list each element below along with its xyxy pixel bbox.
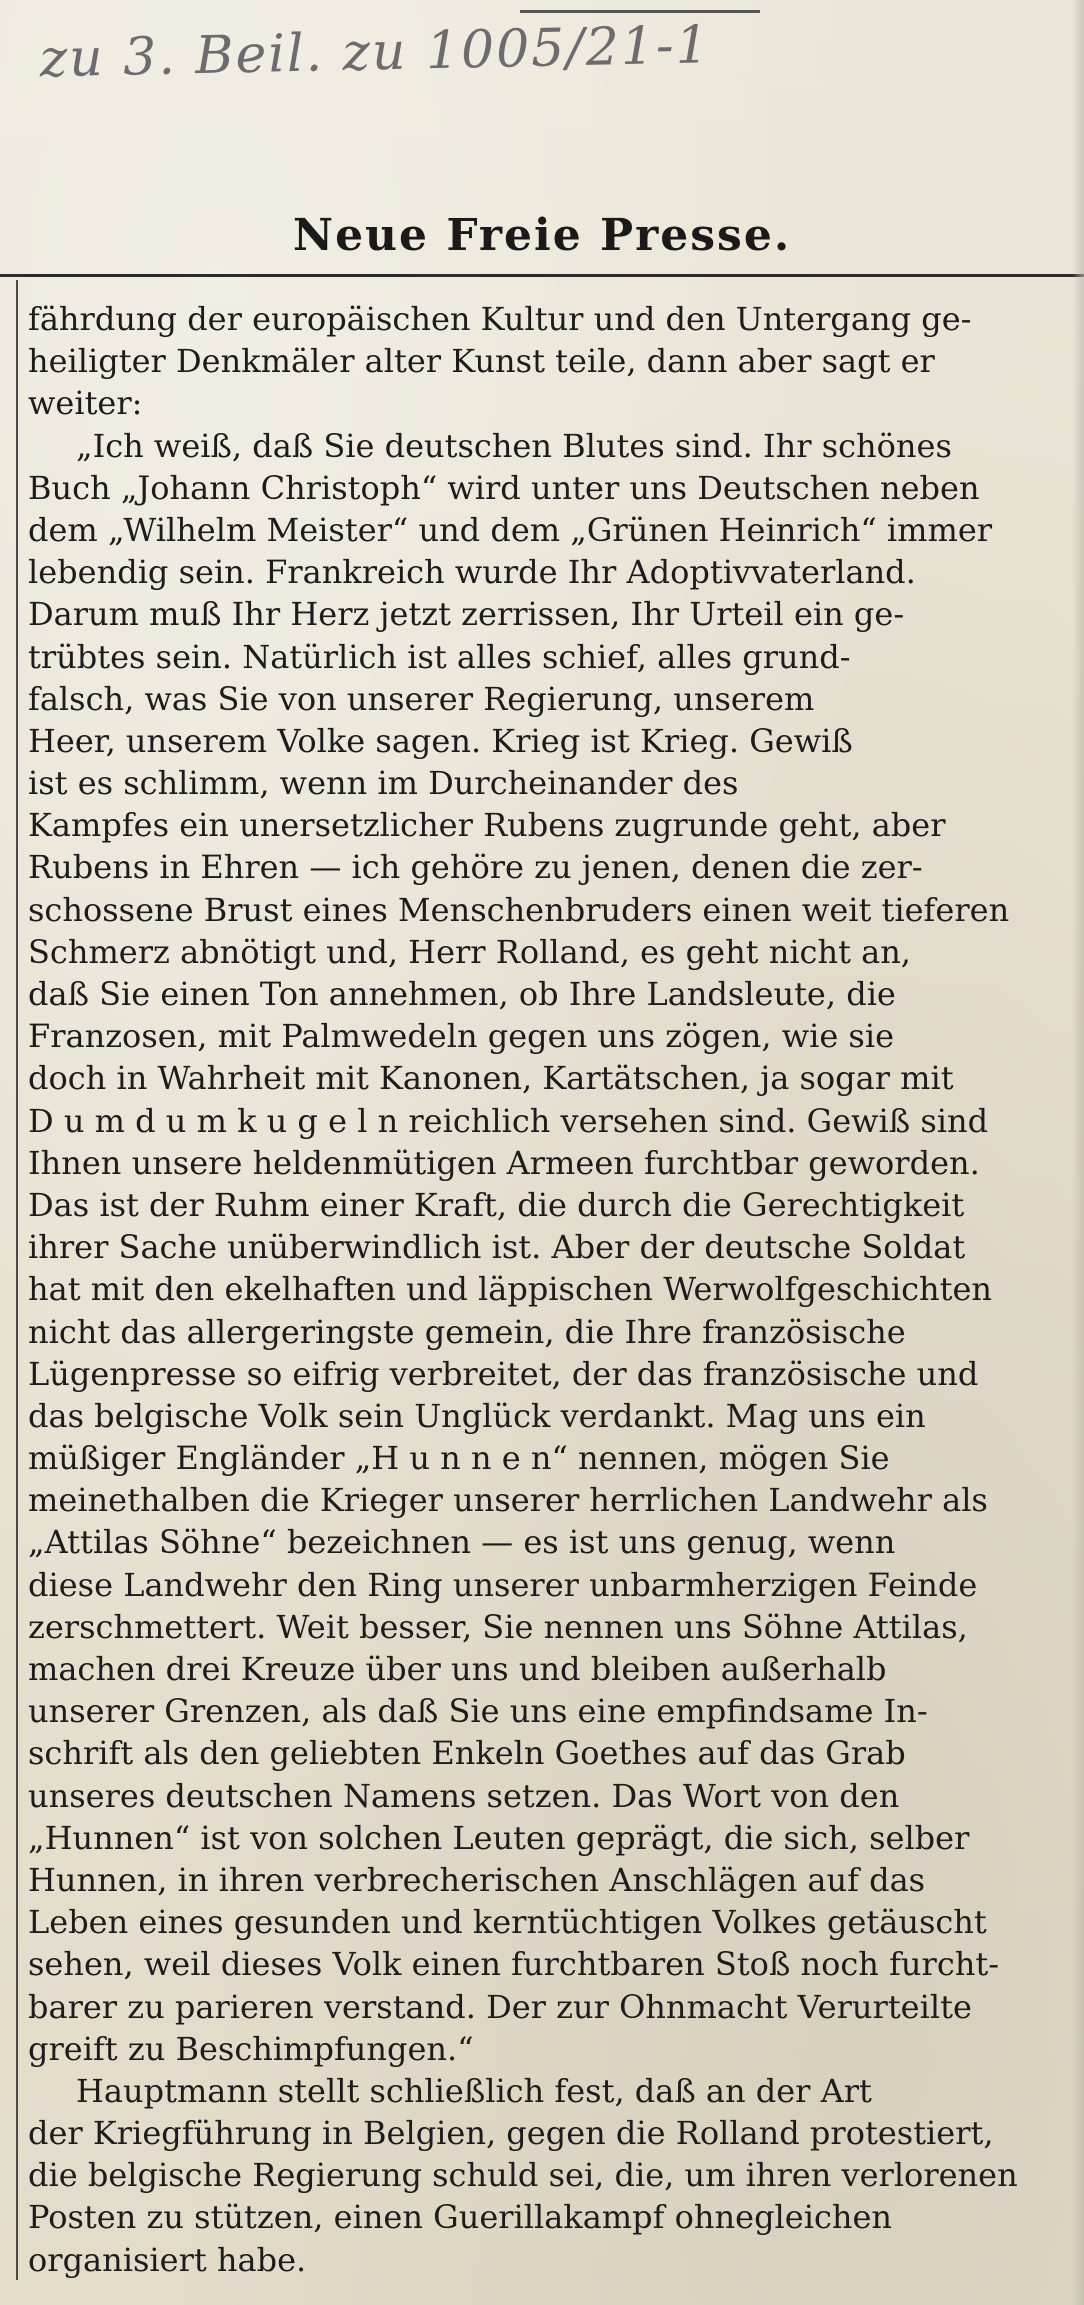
archive-handwritten-note: zu 3. Beil. zu 1005/21-1 xyxy=(39,15,712,90)
article-line: müßiger Engländer „H u n n e n“ nennen, mögen Sie xyxy=(28,1439,890,1478)
article-line: Ihnen unsere heldenmütigen Armeen furchtbar geworden. xyxy=(28,1143,980,1182)
article-line: Posten zu stützen, einen Guerillakampf ohnegleichen xyxy=(28,2198,893,2237)
article-line: „Ich weiß, daß Sie deutschen Blutes sind. Ihr schönes xyxy=(76,426,952,465)
column-rule xyxy=(16,280,18,2280)
article-line: Hunnen, in ihren verbrecherischen Anschlägen auf das xyxy=(28,1860,926,1899)
article-line: nicht das allergeringste gemein, die Ihre französische xyxy=(28,1312,906,1351)
article-line: daß Sie einen Ton annehmen, ob Ihre Landsleute, die xyxy=(28,975,896,1013)
article-line: Buch „Johann Christoph“ wird unter uns Deutschen neben xyxy=(28,468,980,507)
article-line: Rubens in Ehren — ich gehöre zu jenen, denen die zer- xyxy=(28,848,923,887)
article-line: weiter: xyxy=(28,384,143,423)
article-line: meinethalben die Krieger unserer herrlichen Landwehr als xyxy=(28,1481,988,1520)
article-line: Franzosen, mit Palmwedeln gegen uns zögen, wie sie xyxy=(28,1017,895,1056)
article-line: unseres deutschen Namens setzen. Das Wort von den xyxy=(28,1776,900,1815)
article-line: ist es schlimm, wenn im Durcheinander des xyxy=(28,764,739,803)
article-line: Hauptmann stellt schließlich fest, daß an der Art xyxy=(76,2071,872,2110)
article-line: fährdung der europäischen Kultur und den Untergang ge- xyxy=(28,300,972,338)
article-line: dem „Wilhelm Meister“ und dem „Grünen Heinrich“ immer xyxy=(28,510,993,549)
article-line: sehen, weil dieses Volk einen furchtbaren Stoß noch furcht- xyxy=(28,1945,1000,1984)
article-line: greift zu Beschimpfungen.“ xyxy=(28,2029,474,2068)
article-line: unserer Grenzen, als daß Sie uns eine empfindsame In- xyxy=(28,1692,928,1731)
article-line: lebendig sein. Frankreich wurde Ihr Adoptivvaterland. xyxy=(28,553,916,592)
article-line: diese Landwehr den Ring unserer unbarmherzigen Feinde xyxy=(28,1565,978,1604)
article-line: barer zu parieren verstand. Der zur Ohnmacht Verurteilte xyxy=(28,1987,972,2026)
article-line: doch in Wahrheit mit Kanonen, Kartätschen, ja sogar mit xyxy=(28,1059,954,1098)
paper-edge xyxy=(1072,0,1084,2305)
article-line: hat mit den ekelhaften und läppischen Werwolfgeschichten xyxy=(28,1270,992,1309)
article-line: die belgische Regierung schuld sei, die, um ihren verlorenen xyxy=(28,2156,1018,2195)
article-line: Kampfes ein unersetzlicher Rubens zugrunde geht, aber xyxy=(28,806,946,845)
article-line: „Attilas Söhne“ bezeichnen — es ist uns genug, wenn xyxy=(28,1523,896,1562)
article-line: Lügenpresse so eifrig verbreitet, der das französische und xyxy=(28,1354,979,1393)
article-line: das belgische Volk sein Unglück verdankt. Mag uns ein xyxy=(28,1396,926,1435)
article-line: zerschmettert. Weit besser, Sie nennen uns Söhne Attilas, xyxy=(28,1607,968,1646)
archive-underline xyxy=(520,0,760,13)
article-line: schrift als den geliebten Enkeln Goethes auf das Grab xyxy=(28,1734,906,1773)
masthead: Neue Freie Presse. xyxy=(292,210,792,261)
article-line: Leben eines gesunden und kerntüchtigen Volkes getäuscht xyxy=(28,1903,987,1942)
article-line: Das ist der Ruhm einer Kraft, die durch die Gerechtigkeit xyxy=(28,1185,965,1224)
article-line: trübtes sein. Natürlich ist alles schief, alles grund- xyxy=(28,637,851,676)
article-line: falsch, was Sie von unserer Regierung, unserem xyxy=(28,679,815,718)
article-line: „Hunnen“ ist von solchen Leuten geprägt, die sich, selber xyxy=(28,1818,970,1857)
article-line: D u m d u m k u g e l n reichlich versehen sind. Gewiß sind xyxy=(28,1101,989,1140)
article-line: heiligter Denkmäler alter Kunst teile, dann aber sagt er xyxy=(28,342,935,381)
article-line: Heer, unserem Volke sagen. Krieg ist Krieg. Gewiß xyxy=(28,721,853,760)
article-line: Schmerz abnötigt und, Herr Rolland, es geht nicht an, xyxy=(28,932,911,971)
article-line: der Kriegführung in Belgien, gegen die Rolland protestiert, xyxy=(28,2114,994,2153)
article-line: organisiert habe. xyxy=(28,2240,307,2279)
masthead-rule xyxy=(0,274,1084,277)
article-body xyxy=(28,298,1068,2281)
article-line: ihrer Sache unüberwindlich ist. Aber der deutsche Soldat xyxy=(28,1228,966,1267)
article-line: schossene Brust eines Menschenbruders einen weit tieferen xyxy=(28,890,1010,929)
article-line: Darum muß Ihr Herz jetzt zerrissen, Ihr Urteil ein ge- xyxy=(28,595,905,634)
article-line: machen drei Kreuze über uns und bleiben außerhalb xyxy=(28,1650,887,1688)
